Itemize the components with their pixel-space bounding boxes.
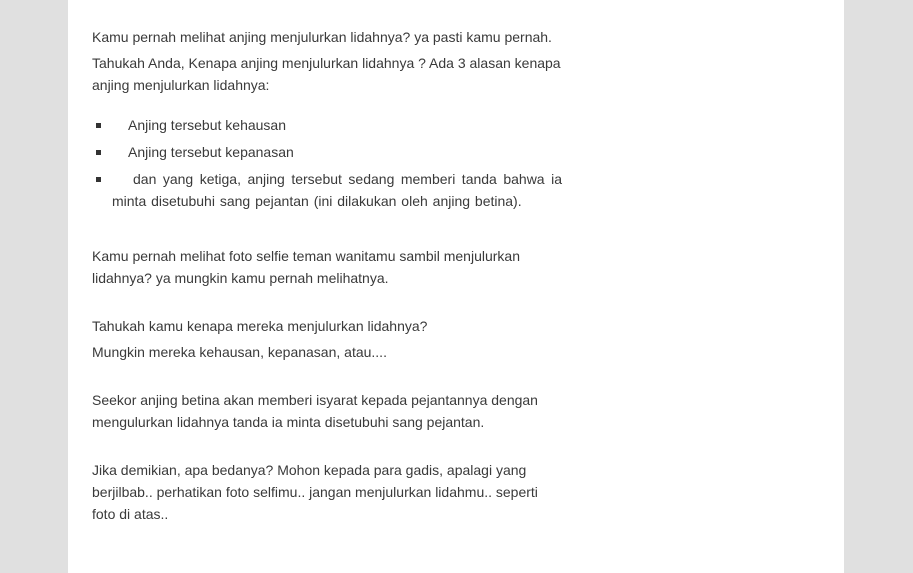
list-item-text: dan yang ketiga, anjing tersebut sedang memberi tanda bahwa ia minta disetubuhi sang pejantan (ini dilakukan oleh anjing betina). [112,171,562,209]
article-body [92,26,562,525]
reasons-list [92,114,562,212]
list-item [92,114,562,136]
paragraph-selfie: Kamu pernah melihat foto selfie teman wanitamu sambil menjulurkan lidahnya? ya mungkin kamu pernah melihatnya. [92,248,520,286]
square-bullet-icon [96,177,101,182]
paragraph-maybe: Mungkin mereka kehausan, kepanasan, atau.... [92,344,387,360]
list-item-text: Anjing tersebut kepanasan [128,144,294,160]
list-item [92,141,562,163]
square-bullet-icon [96,150,101,155]
list-item-text: Anjing tersebut kehausan [128,117,286,133]
paragraph-why: Tahukah kamu kenapa mereka menjulurkan lidahnya? [92,318,428,334]
paragraph-question: Tahukah Anda, Kenapa anjing menjulurkan lidahnya ? Ada 3 alasan kenapa anjing menjulurkan lidahnya: [92,55,561,93]
square-bullet-icon [96,123,101,128]
paragraph-intro: Kamu pernah melihat anjing menjulurkan lidahnya? ya pasti kamu pernah. [92,29,552,45]
paragraph-closing: Jika demikian, apa bedanya? Mohon kepada para gadis, apalagi yang berjilbab.. perhatikan foto selfimu.. jangan menjulurkan lidahmu.. seperti foto di atas.. [92,462,538,522]
article-page [68,0,844,573]
paragraph-signal: Seekor anjing betina akan memberi isyarat kepada pejantannya dengan mengulurkan lidahnya tanda ia minta disetubuhi sang pejantan. [92,392,538,430]
list-item [92,168,562,212]
